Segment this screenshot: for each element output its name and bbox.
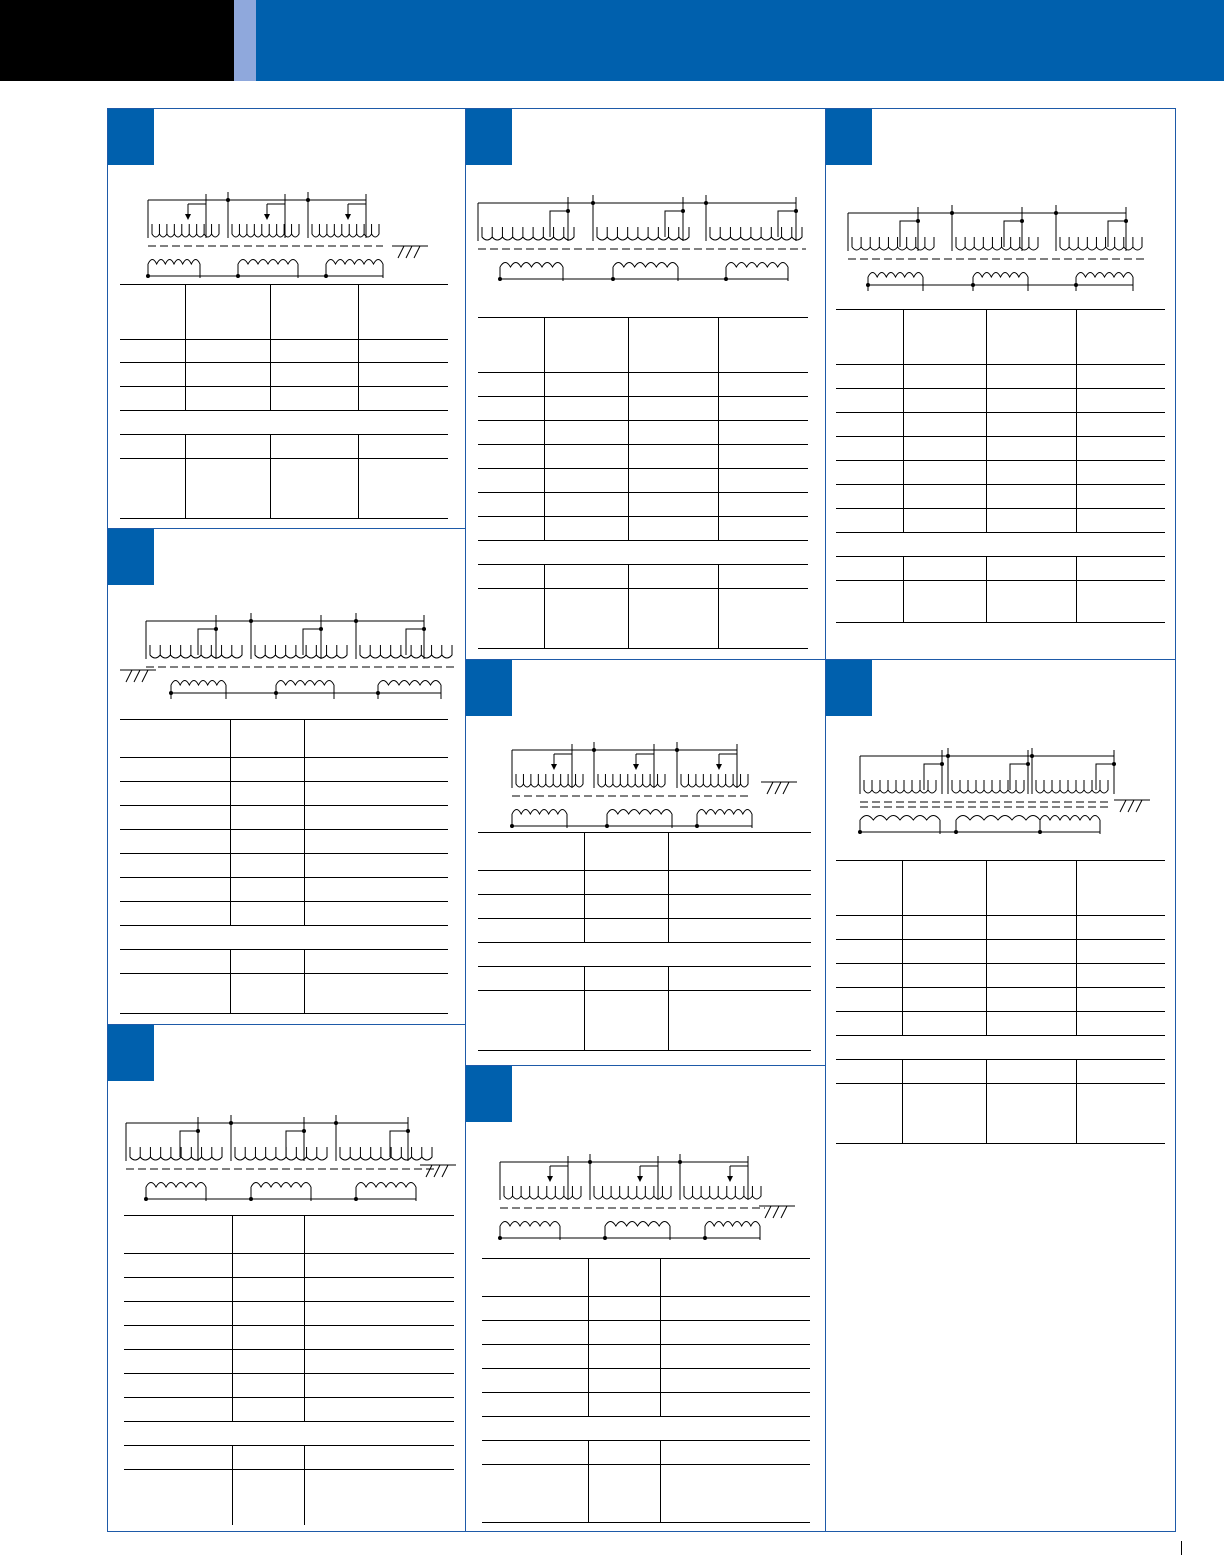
panel-badge	[108, 1025, 154, 1081]
secondary-winding	[251, 1183, 311, 1188]
junction-dot	[226, 198, 230, 202]
junction-dot	[236, 274, 240, 278]
secondary-winding	[500, 263, 563, 268]
secondary-winding	[605, 1222, 670, 1227]
panel-badge	[466, 109, 512, 165]
junction-dot	[704, 201, 708, 205]
page-number-marker	[1181, 1541, 1182, 1555]
primary-winding	[130, 1147, 222, 1160]
ground-icon	[126, 670, 156, 682]
junction-dot	[144, 1197, 148, 1201]
secondary-winding	[326, 260, 383, 265]
secondary-winding	[613, 263, 678, 268]
secondary-winding	[607, 810, 672, 815]
primary-winding	[952, 780, 1024, 793]
junction-dot	[498, 1236, 502, 1240]
transformer-schematic-icon	[512, 734, 812, 814]
primary-winding	[864, 780, 936, 793]
junction-dot	[940, 762, 944, 766]
junction-dot	[196, 1129, 200, 1133]
junction-dot	[302, 1129, 306, 1133]
primary-winding	[710, 227, 802, 240]
secondary-winding	[276, 681, 334, 686]
tap-link	[924, 764, 942, 790]
primary-winding	[1036, 780, 1108, 793]
header-accent-stripe	[234, 0, 256, 81]
junction-dot	[675, 748, 679, 752]
primary-winding	[152, 224, 219, 237]
transformer-schematic-icon	[116, 605, 456, 695]
junction-dot	[376, 691, 380, 695]
junction-dot	[169, 691, 173, 695]
junction-dot	[1112, 762, 1116, 766]
tap-arrowhead	[547, 1176, 553, 1182]
primary-winding	[598, 774, 665, 787]
junction-dot	[678, 1160, 682, 1164]
ground-icon	[398, 246, 428, 258]
transformer-schematic-icon	[860, 740, 1170, 830]
rating-table	[124, 1215, 456, 1525]
panel-5	[466, 660, 825, 1065]
tap-link	[1096, 764, 1114, 790]
tap-arrowhead	[727, 1176, 733, 1182]
tap-link	[180, 1131, 198, 1157]
junction-dot	[214, 627, 218, 631]
primary-winding	[340, 1147, 432, 1160]
primary-winding	[681, 774, 748, 787]
rating-table	[482, 1258, 812, 1528]
secondary-winding	[171, 681, 226, 686]
tap-link	[286, 1131, 304, 1157]
junction-dot	[334, 1121, 338, 1125]
secondary-winding	[512, 810, 567, 815]
primary-winding	[150, 645, 242, 658]
primary-winding	[516, 774, 583, 787]
transformer-schematic-icon	[848, 197, 1153, 292]
panel-badge	[826, 109, 872, 165]
primary-winding	[482, 227, 574, 240]
junction-dot	[249, 1197, 253, 1201]
secondary-winding	[956, 816, 1040, 821]
panel-badge	[466, 660, 512, 716]
primary-winding	[956, 237, 1038, 250]
junction-dot	[916, 219, 920, 223]
junction-dot	[591, 201, 595, 205]
junction-dot	[605, 824, 609, 828]
junction-dot	[858, 830, 862, 834]
tap-arrowhead	[345, 214, 351, 220]
primary-winding	[235, 1147, 327, 1160]
tap-arrowhead	[551, 764, 557, 770]
tap-arrowhead	[637, 1176, 643, 1182]
ground-icon	[765, 1206, 795, 1218]
junction-dot	[354, 1197, 358, 1201]
secondary-winding	[1076, 273, 1133, 278]
secondary-winding	[238, 260, 298, 265]
junction-dot	[1054, 211, 1058, 215]
junction-dot	[592, 748, 596, 752]
junction-dot	[603, 1236, 607, 1240]
junction-dot	[249, 619, 253, 623]
tap-arrowhead	[633, 764, 639, 770]
secondary-winding	[726, 263, 788, 268]
header-black-block	[0, 0, 234, 81]
primary-winding	[232, 224, 299, 237]
secondary-winding	[1040, 816, 1100, 821]
primary-winding	[852, 237, 934, 250]
junction-dot	[406, 1129, 410, 1133]
tap-arrowhead	[716, 764, 722, 770]
panel-2	[108, 529, 465, 1024]
junction-dot	[1030, 754, 1034, 758]
primary-winding	[597, 227, 689, 240]
junction-dot	[566, 209, 570, 213]
junction-dot	[1020, 219, 1024, 223]
junction-dot	[588, 1160, 592, 1164]
rating-table	[120, 284, 450, 524]
junction-dot	[695, 824, 699, 828]
panel-badge	[466, 1066, 512, 1122]
primary-winding	[684, 1186, 761, 1199]
panel-badge	[108, 109, 154, 165]
junction-dot	[229, 1121, 233, 1125]
rating-table	[120, 719, 450, 1019]
junction-dot	[1074, 283, 1078, 287]
tap-link	[1010, 764, 1028, 790]
junction-dot	[319, 627, 323, 631]
primary-winding	[1060, 237, 1142, 250]
junction-dot	[946, 754, 950, 758]
junction-dot	[422, 627, 426, 631]
secondary-winding	[705, 1222, 760, 1227]
transformer-schematic-icon	[478, 187, 813, 287]
tap-arrowhead	[264, 214, 270, 220]
tap-link	[665, 211, 683, 237]
junction-dot	[1026, 762, 1030, 766]
junction-dot	[1124, 219, 1128, 223]
panel-8	[826, 660, 1176, 1531]
panel-7	[826, 109, 1176, 659]
rating-table	[836, 860, 1166, 1150]
junction-dot	[1038, 830, 1042, 834]
junction-dot	[950, 211, 954, 215]
ground-icon	[426, 1165, 456, 1177]
junction-dot	[510, 824, 514, 828]
junction-dot	[703, 1236, 707, 1240]
tap-link	[778, 211, 796, 237]
secondary-winding	[500, 1222, 560, 1227]
ground-icon	[1120, 800, 1150, 812]
secondary-winding	[146, 1183, 206, 1188]
rating-table	[478, 317, 808, 657]
panel-4	[466, 109, 825, 659]
primary-winding	[255, 645, 347, 658]
junction-dot	[681, 209, 685, 213]
secondary-winding	[378, 681, 441, 686]
secondary-winding	[356, 1183, 416, 1188]
rating-table	[836, 309, 1166, 629]
tap-link	[550, 211, 568, 237]
panel-6	[466, 1066, 825, 1531]
junction-dot	[611, 277, 615, 281]
ground-icon	[767, 782, 797, 794]
transformer-schematic-icon	[126, 1107, 456, 1197]
junction-dot	[954, 830, 958, 834]
junction-dot	[724, 277, 728, 281]
panel-badge	[108, 529, 154, 585]
primary-winding	[312, 224, 379, 237]
panel-badge	[826, 660, 872, 716]
junction-dot	[146, 274, 150, 278]
secondary-winding	[860, 816, 940, 821]
transformer-schematic-icon	[500, 1146, 810, 1226]
panel-1	[108, 109, 465, 528]
secondary-winding	[148, 260, 200, 265]
junction-dot	[794, 209, 798, 213]
junction-dot	[866, 283, 870, 287]
junction-dot	[306, 198, 310, 202]
tap-arrowhead	[185, 214, 191, 220]
secondary-winding	[973, 273, 1028, 278]
primary-winding	[504, 1186, 581, 1199]
header-blue-band	[256, 0, 1224, 81]
secondary-winding	[697, 810, 752, 815]
primary-winding	[594, 1186, 671, 1199]
transformer-schematic-icon	[148, 184, 448, 284]
secondary-winding	[868, 273, 923, 278]
tap-link	[390, 1131, 408, 1157]
junction-dot	[324, 274, 328, 278]
junction-dot	[971, 283, 975, 287]
junction-dot	[498, 277, 502, 281]
panel-3	[108, 1025, 465, 1531]
rating-table	[478, 832, 813, 1057]
junction-dot	[274, 691, 278, 695]
junction-dot	[354, 619, 358, 623]
